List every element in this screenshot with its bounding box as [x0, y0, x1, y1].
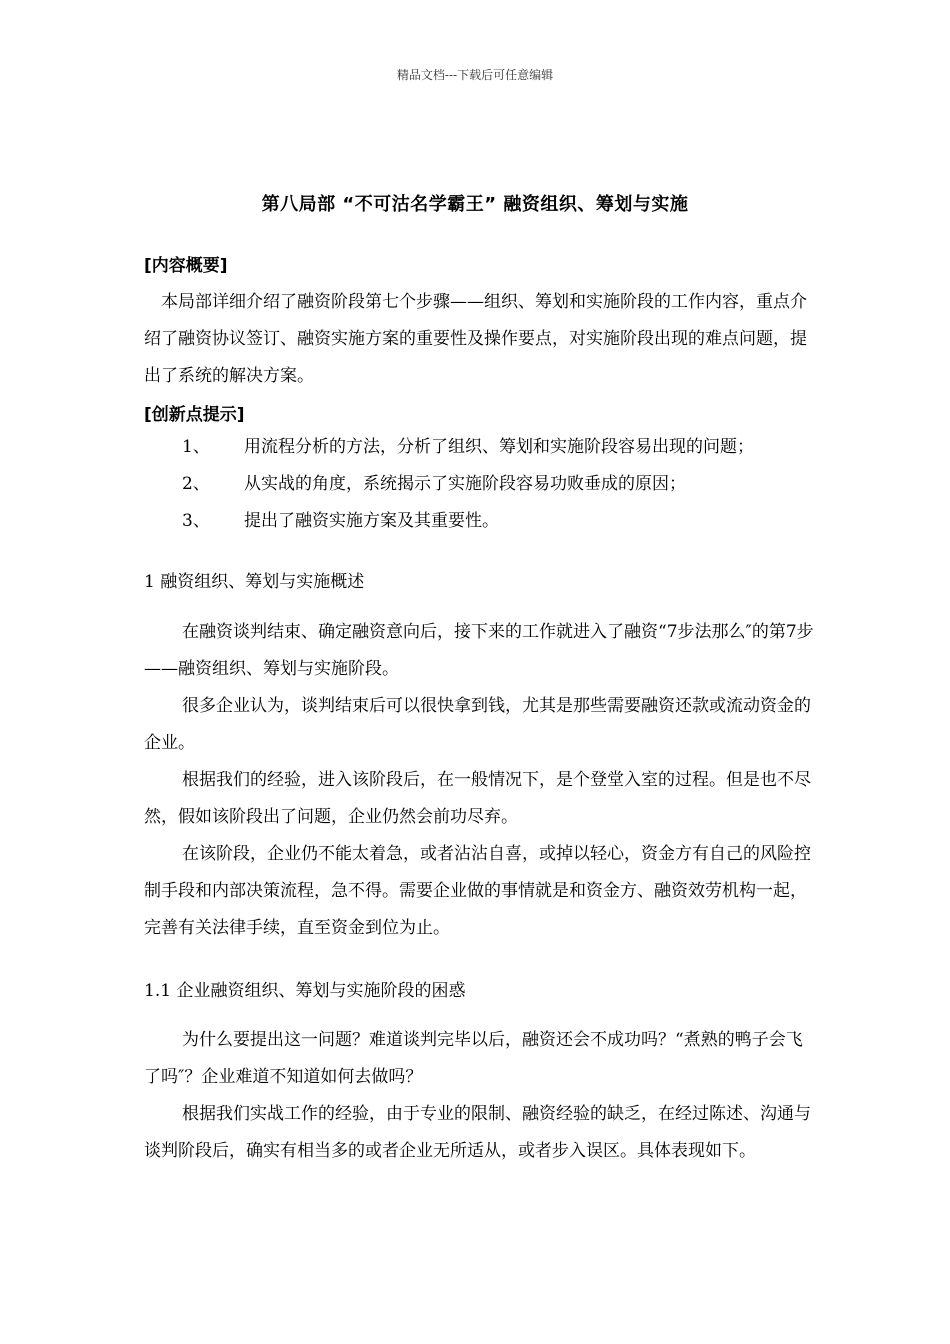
list-item-number: 3、	[182, 511, 210, 531]
list-item-text: 用流程分析的方法，分析了组织、筹划和实施阶段容易出现的问题；	[244, 437, 754, 457]
section-heading: 1 融资组织、筹划与实施概述	[144, 572, 365, 592]
list-item-text: 提出了融资实施方案及其重要性。	[244, 511, 499, 531]
body-paragraph: 根据我们的经验，进入该阶段后，在一般情况下，是个登堂入室的过程。但是也不尽然，假如该阶段出了问题，企业仍然会前功尽弃。	[144, 770, 811, 827]
body-paragraph: 在该阶段，企业仍不能太着急，或者沾沾自喜，或掉以轻心，资金方有自己的风险控制手段和内部决策流程，急不得。需要企业做的事情就是和资金方、融资效劳机构一起，完善有关法律手续，直至资金到位为止。	[144, 844, 811, 938]
list-item-number: 2、	[182, 474, 210, 494]
list-item-number: 1、	[182, 437, 210, 457]
summary-label: [内容概要]	[144, 256, 228, 276]
body-paragraph: 在融资谈判结束、确定融资意向后，接下来的工作就进入了融资“7步法那么″的第7步——融资组织、筹划与实施阶段。	[144, 622, 814, 679]
innovation-label: [创新点提示]	[144, 405, 245, 425]
summary-paragraph: 本局部详细介绍了融资阶段第七个步骤——组织、筹划和实施阶段的工作内容，重点介绍了融资协议签订、融资实施方案的重要性及操作要点，对实施阶段出现的难点问题，提出了系统的解决方案。	[144, 292, 807, 386]
list-item	[182, 503, 499, 540]
subsection-heading: 1.1 企业融资组织、筹划与实施阶段的困惑	[144, 981, 466, 1001]
body-paragraph: 为什么要提出这一问题？难道谈判完毕以后，融资还会不成功吗？“煮熟的鸭子会飞了吗″？企业难道不知道如何去做吗？	[144, 1030, 803, 1087]
body-paragraph: 根据我们实战工作的经验，由于专业的限制、融资经验的缺乏，在经过陈述、沟通与谈判阶段后，确实有相当多的或者企业无所适从，或者步入误区。具体表现如下。	[144, 1104, 811, 1161]
page-title: 第八局部 “不可沽名学霸王” 融资组织、筹划与实施	[261, 194, 689, 215]
list-item	[182, 466, 686, 503]
list-item	[182, 429, 754, 466]
page-header: 精品文档---下载后可任意编辑	[396, 68, 554, 82]
body-paragraph: 很多企业认为，谈判结束后可以很快拿到钱，尤其是那些需要融资还款或流动资金的企业。	[144, 696, 811, 753]
list-item-text: 从实战的角度，系统揭示了实施阶段容易功败垂成的原因；	[244, 474, 686, 494]
